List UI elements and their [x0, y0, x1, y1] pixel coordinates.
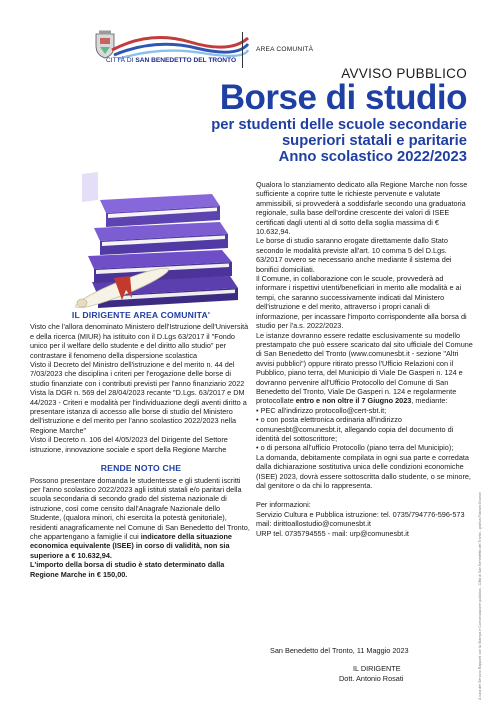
page-title: Borse di studio	[219, 78, 467, 117]
city-title: SAN BENEDETTO DEL TRONTO	[135, 57, 237, 64]
isee-threshold: indicatore della situazione economica equivalente (ISEE) in corso di validità, non sia superiore a € 10.632,94.	[30, 531, 232, 560]
contact-info	[256, 500, 474, 538]
contact-line: Servizio Cultura e Pubblica istruzione: tel. 0735/794776-596-573	[256, 509, 465, 519]
info-paragraph: Il Comune, in collaborazione con le scuole, provvederà ad informare i rispettivi utenti/beneficiari in merito alle modalità e ai tempi, che saranno successivamente indicati dal Ministero dell'istruzione e del merito, attraverso i propri canali di informazione, per incassare l'importo corrispondente alla borsa di studio per l'a.s. 2022/2023.	[256, 274, 467, 331]
city-name	[106, 57, 236, 64]
submission-option: • o di persona all'ufficio Protocollo (piano terra del Municipio);	[256, 443, 454, 453]
subtitle-line: Anno scolastico 2022/2023	[278, 149, 467, 165]
whereas-paragraph: Visto che l'allora denominato Ministero dell'Istruzione dell'Università e della ricerca (MIUR) ha istituito con il D.Lgs 63/2017 il "Fondo unico per il welfare dello studente e del diritto allo studio" per contrastare il fenomeno della dispersione scolastica	[30, 322, 249, 360]
subtitle-line: superiori statali e paritarie	[281, 133, 467, 149]
area-label: AREA COMUNITÀ	[256, 46, 314, 53]
contact-line: Per informazioni:	[256, 500, 311, 510]
books-illustration	[52, 170, 250, 308]
eligibility-text: Possono presentare domanda le studentesse e gli studenti iscritti per l'anno scolastico 2022/2023 agli istituti statali e/o paritari della scuola secondaria di secondo grado del sistema nazionale di istruzione, così come censito dall'Anagrafe Nazionale dello Studente, (qualora minori, chi esercita la potestà genitoriale), residenti anagraficamente nel Comune di San Benedetto del Tronto, che appartengano a famiglie il cui	[30, 475, 250, 541]
right-column	[256, 180, 474, 538]
deadline: entro e non oltre il 7 Giugno 2023	[295, 396, 412, 406]
section-heading: RENDE NOTO CHE	[100, 463, 182, 474]
submission-option: • o con posta elettronica ordinaria all'indirizzo comunesbt@comunesbt.it, allegando copia del documento di identità del sottoscrittore;	[256, 415, 454, 443]
subtitle-line: per studenti delle scuole secondarie	[211, 117, 467, 133]
signer-name: Dott. Antonio Rosati	[339, 674, 404, 683]
whereas-paragraph: Visto il Decreto n. 106 del 4/05/2023 del Dirigente del Settore istruzione, innovazione sociale e sport della Regione Marche	[30, 435, 228, 454]
signer-role: IL DIRIGENTE	[353, 664, 401, 673]
requirements-paragraph: La domanda, debitamente compilata in ogni sua parte e corredata dalla dichiarazione sostitutiva unica delle condizioni economiche (ISEE) 2023, dovrà essere sottoscritta dallo studente, o se minore, dal genitore o da chi lo rappresenta.	[256, 452, 471, 490]
application-text: Le istanze dovranno essere redatte esclusivamente su modello prestampato che può essere scaricato dal sito ufficiale del Comune di San Benedetto del Tronto (www.comunesbt.it - sezione "Altri avvisi pubblici") oppure ritirato presso l'Ufficio Relazioni con il Pubblico, piano terra, del Municipio di Viale De Gasperi n. 124 e dovranno pervenire all'Ufficio Protocollo del Comune di San Benedetto del Tronto, Viale De Gasperi n. 124 e regolarmente protocollate	[256, 330, 473, 406]
payment-paragraph: Le borse di studio saranno erogate direttamente dallo Stato secondo le modalità previste all'art. 10 comma 5 del D.Lgs. 63/2017 ovvero se necessario anche mediante il sistema dei bonifici domiciliati.	[256, 236, 452, 274]
subtitle	[211, 117, 467, 165]
contact-line: mail: dirittoallostudio@comunesbt.it	[256, 519, 371, 529]
funding-paragraph: Qualora lo stanziamento dedicato alla Regione Marche non fosse sufficiente a coprire tutte le richieste pervenute e valutate ammissibili, si provvederà a soddisfarle secondo una graduatoria regionale, sulla base dell'ordine crescente dei valori di ISEE certificati dagli utenti al di sotto della soglia massima di € 10.632,94.	[256, 180, 468, 237]
left-column	[30, 307, 252, 579]
section-heading: IL DIRIGENTE AREA COMUNITA'	[71, 310, 211, 320]
side-credit: A cura del Servizio Rapporti con la Stampa e Comunicazione pubblica - Città di San Benedetto del Tronto - grafica Fabrizio Brunori	[478, 492, 482, 700]
application-text-end: , mediante:	[411, 396, 448, 406]
eligibility-paragraph	[30, 476, 252, 561]
application-paragraph	[256, 331, 474, 406]
submission-option: • PEC all'indirizzo protocollo@cert-sbt.it;	[256, 405, 387, 415]
whereas-paragraph: Vista la DGR n. 569 del 28/04/2023 recante "D.Lgs. 63/2017 e DM 44/2023 - Criteri e modalità per l'individuazione degli aventi diritto a presentare istanza di accesso alle borse di studio del Ministero dell'istruzione e del merito per l'anno scolastico 2022/2023 nella Regione Marche"	[30, 388, 247, 435]
date-place: San Benedetto del Tronto, 11 Maggio 2023	[270, 646, 409, 655]
header-divider	[242, 32, 243, 68]
notice-type: AVVISO PUBBLICO	[341, 66, 467, 81]
grant-amount: L'importo della borsa di studio è stato determinato dalla Regione Marche in € 150,00.	[30, 560, 225, 579]
whereas-paragraph: Visto il Decreto del Ministro dell'istruzione e del merito n. 44 del 7/03/2023 che disciplina i criteri per l'erogazione delle borse di studio finanziate con i contributi previsti per l'anno finanziario 2022	[30, 360, 245, 388]
contact-line: URP tel. 0735794555 - mail: urp@comunesbt.it	[256, 528, 409, 538]
city-prefix: CITTÀ DI	[106, 57, 134, 64]
